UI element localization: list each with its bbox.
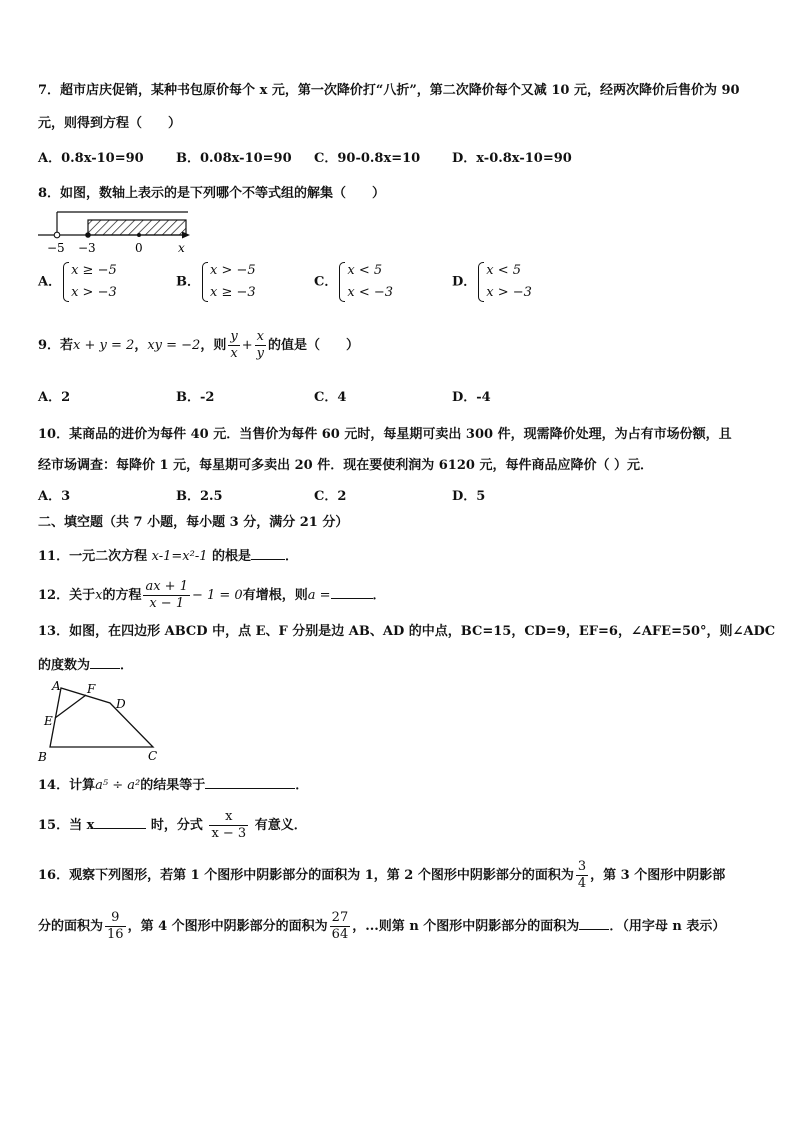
quadrilateral-abcd	[50, 688, 153, 747]
q16-line1	[38, 856, 725, 896]
q10-line1: 10．某商品的进价为每件 40 元．当售价为每件 60 元时，每星期可卖出 300 件，现需降价处理，为占有市场份额，且	[38, 427, 732, 442]
q7-option-d: D．x-0.8x-10=90	[452, 151, 572, 166]
q8-option-d-system	[476, 260, 532, 304]
q8-b-ineq2: x ≥ −3	[210, 285, 256, 300]
q12-post: 有增根，则	[242, 588, 308, 603]
q16-line2-mid: ，第 4 个图形中阴影部分的面积为	[127, 919, 328, 934]
q12-fraction	[143, 579, 190, 612]
q9-post: 的值是（ ）	[267, 338, 359, 353]
q13-answer-blank[interactable]	[90, 654, 120, 669]
q9-then: ，则	[200, 338, 227, 353]
q10-option-a: A．3	[38, 489, 71, 504]
q13-line2	[38, 654, 133, 675]
q7-line2: 元，则得到方程（ ）	[38, 116, 182, 131]
q14-post: 的结果等于	[140, 778, 206, 793]
q16-f2-den: 16	[107, 927, 124, 942]
q14-pre: 14．计算	[38, 778, 96, 793]
q16-line2	[38, 907, 725, 947]
q14-expression: a⁵ ÷ a²	[95, 778, 141, 793]
q10-option-b: B．2.5	[176, 489, 223, 504]
q7-option-b: B．0.08x-10=90	[176, 151, 292, 166]
q16-f2-num: 9	[111, 910, 120, 925]
q16-line1-post: ，第 3 个图形中阴影部	[590, 868, 726, 883]
q9-fraction-x-over-y	[255, 329, 266, 362]
q12-frac-den: x − 1	[143, 595, 190, 612]
q7-option-c: C．90-0.8x=10	[314, 151, 421, 166]
q16-line2-post: ，...则第 n 个图形中阴影部分的面积为	[352, 919, 580, 934]
q15-frac-num: x	[225, 809, 233, 824]
q13-quadrilateral-figure	[36, 678, 166, 766]
q11-post: 的根是	[207, 549, 252, 564]
q16-f3-num: 27	[331, 910, 349, 925]
q8-option-b-system	[200, 260, 256, 304]
vertex-d: D	[116, 697, 126, 711]
q10-option-d: D．5	[452, 489, 486, 504]
q9-cond2: xy = −2	[147, 338, 201, 353]
q15-fraction	[209, 809, 248, 842]
q8-c-ineq1: x < 5	[347, 263, 383, 278]
section2-heading: 二、填空题（共 7 小题，每小题 3 分，满分 21 分）	[38, 515, 349, 530]
q8-option-c-label: C．	[314, 274, 338, 290]
q9-option-c: C．4	[314, 390, 347, 405]
q7-option-a: A．0.8x-10=90	[38, 151, 144, 166]
q12-stem	[38, 578, 386, 614]
q8-option-c-system	[337, 260, 393, 304]
q8-number-line-figure	[36, 208, 196, 258]
q9-option-d: D．-4	[452, 390, 491, 405]
q16-fraction-3-4	[576, 859, 588, 892]
q16-f3-den: 64	[331, 927, 349, 942]
q9-option-a: A．2	[38, 390, 71, 405]
q12-var: x	[95, 588, 103, 603]
q9-f2-den: y	[256, 346, 264, 361]
q8-b-ineq1: x > −5	[210, 263, 256, 278]
label-x: x	[178, 241, 185, 255]
q16-line2-end: ．（用字母 n 表示）	[609, 919, 726, 934]
q8-d-ineq2: x > −3	[486, 285, 532, 300]
q14-stem	[38, 774, 308, 795]
q12-end: ．	[372, 588, 386, 603]
open-circle	[54, 232, 60, 238]
q12-a: a =	[307, 588, 331, 603]
q12-frac-num: ax + 1	[145, 579, 188, 594]
label-neg3: −3	[78, 241, 96, 255]
q12-rest: − 1 = 0	[191, 588, 243, 603]
q16-fraction-9-16	[105, 910, 126, 943]
q8-stem: 8．如图，数轴上表示的是下列哪个不等式组的解集（ ）	[38, 186, 386, 201]
q15-frac-den: x − 3	[211, 826, 247, 841]
q15-stem	[38, 808, 307, 844]
q8-option-c	[314, 260, 393, 304]
q10-line2: 经市场调查：每降价 1 元，每星期可多卖出 20 件．现在要使利润为 6120 元，每件商品应降价（ ）元．	[38, 458, 653, 473]
q16-f1-den: 4	[577, 876, 587, 891]
vertex-c: C	[148, 749, 158, 763]
q9-comma: ，	[134, 338, 148, 353]
q8-option-b	[176, 260, 256, 304]
vertex-a: A	[52, 679, 61, 693]
q8-option-a-label: A．	[38, 274, 62, 290]
q12-pre: 12．关于	[38, 588, 96, 603]
q13-line1: 13．如图，在四边形 ABCD 中，点 E、F 分别是边 AB、AD 的中点，BC=15，CD=9，EF=6，∠AFE=50°，则∠ADC	[38, 624, 776, 639]
q11-answer-blank[interactable]	[251, 545, 285, 560]
q11-equation: x-1=x²-1	[151, 549, 208, 564]
q8-option-d-label: D．	[452, 274, 477, 290]
q11-stem	[38, 545, 298, 566]
q8-option-a-system	[61, 260, 117, 304]
q9-pre: 9．若	[38, 338, 74, 353]
q8-option-d	[452, 260, 532, 304]
q12-answer-blank[interactable]	[331, 584, 373, 599]
q15-pre: 15．当 x	[38, 818, 95, 833]
point-f: F	[87, 682, 96, 696]
q8-option-b-label: B．	[176, 274, 200, 290]
q8-a-ineq2: x > −3	[71, 285, 117, 300]
q12-mid: 的方程	[102, 588, 142, 603]
point-e: E	[44, 714, 53, 728]
q16-line1-pre: 16．观察下列图形，若第 1 个图形中阴影部分的面积为 1，第 2 个图形中阴影部分的面积为	[38, 868, 574, 883]
label-neg5: −5	[47, 241, 65, 255]
q13-line2-text: 的度数为	[38, 658, 91, 673]
q15-answer-blank[interactable]	[94, 814, 146, 829]
q11-end: ．	[285, 549, 299, 564]
q9-fraction-y-over-x	[228, 329, 239, 362]
q8-c-ineq2: x < −3	[347, 285, 394, 300]
q16-f1-num: 3	[577, 859, 587, 874]
q9-f1-den: x	[228, 345, 239, 362]
q8-option-a	[38, 260, 117, 304]
q13-end: ．	[120, 658, 134, 673]
q8-d-ineq1: x < 5	[486, 263, 522, 278]
closed-circle	[85, 232, 91, 238]
q11-pre: 11．一元二次方程	[38, 549, 152, 564]
q8-a-ineq1: x ≥ −5	[71, 263, 117, 278]
origin-point	[137, 233, 141, 237]
q15-post: 有意义．	[250, 818, 307, 833]
q10-option-c: C．2	[314, 489, 347, 504]
q16-fraction-27-64	[330, 910, 351, 943]
q16-answer-blank[interactable]	[579, 915, 609, 930]
hatched-region	[88, 220, 186, 235]
label-0: 0	[135, 241, 143, 255]
q14-end: ．	[295, 778, 309, 793]
q9-f2-num: x	[256, 329, 264, 344]
q9-cond1: x + y = 2	[73, 338, 135, 353]
q15-mid: 时，分式	[146, 818, 208, 833]
q9-plus: +	[241, 338, 253, 353]
q7-line1: 7．超市店庆促销，某种书包原价每个 x 元，第一次降价打“八折”，第二次降价每个又减 10 元，经两次降价后售价为 90	[38, 83, 740, 98]
q9-option-b: B．-2	[176, 390, 215, 405]
vertex-b: B	[38, 750, 47, 764]
q16-line2-pre: 分的面积为	[38, 919, 104, 934]
q9-stem	[38, 328, 359, 364]
q14-answer-blank[interactable]	[205, 774, 295, 789]
q9-f1-num: y	[230, 329, 238, 344]
